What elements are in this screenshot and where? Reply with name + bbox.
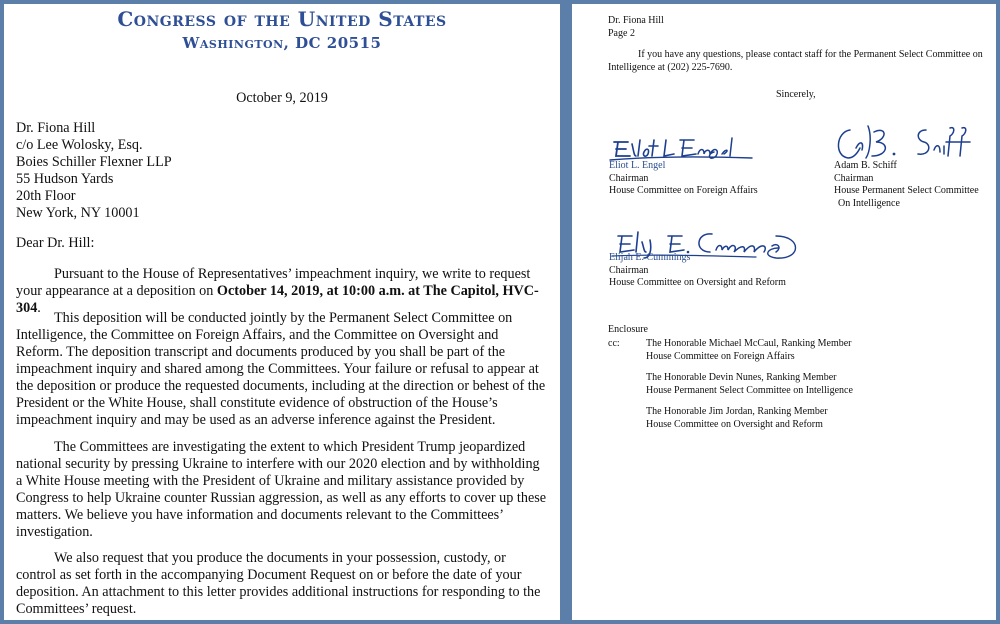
letter-page-2 — [572, 4, 996, 620]
signer-cummings — [609, 252, 786, 290]
paragraph-2: This deposition will be conducted jointly by the Permanent Select Committee on Intelligence, the Committee on Foreign Affairs, and the Committee on Oversight and Reform. The deposition transcript and documents produced by you shall be part of the impeachment inquiry and shared among the Committees. Your failure or refusal to appear at the deposition or produce the requested documents, including at the direction or behest of the President or the White House, shall constitute evidence of obstruction of the House’s impeachment inquiry and may be used as an adverse inference against the President. — [16, 310, 546, 428]
cc-name: The Honorable Michael McCaul, Ranking Member — [646, 338, 852, 349]
cc-committee: House Committee on Oversight and Reform — [646, 419, 823, 430]
address-line: 55 Hudson Yards — [16, 171, 114, 187]
address-line: Boies Schiller Flexner LLP — [16, 154, 172, 170]
letter-date: October 9, 2019 — [236, 90, 328, 106]
cc-name: The Honorable Devin Nunes, Ranking Member — [646, 372, 837, 383]
address-line: 20th Floor — [16, 188, 76, 204]
page-number: Page 2 — [608, 28, 635, 39]
signer-engel — [609, 160, 758, 198]
address-line: Dr. Fiona Hill — [16, 120, 96, 136]
cc-committee: House Permanent Select Committee on Intelligence — [646, 385, 853, 396]
signer-committee-line-2: On Intelligence — [838, 197, 900, 209]
signer-committee: House Permanent Select Committee — [834, 185, 979, 196]
paragraph-1-end: . — [37, 300, 41, 316]
signer-name: Eliot L. Engel — [609, 160, 666, 171]
cc-label: cc: — [608, 338, 620, 349]
paragraph-1-text: Pursuant to the House of Representatives’ impeachment inquiry, we write to request your appearance at a deposition on — [16, 266, 531, 299]
header-recipient: Dr. Fiona Hill — [608, 15, 664, 26]
closing: Sincerely, — [776, 89, 816, 100]
cc-entry — [646, 405, 828, 431]
cc-name: The Honorable Jim Jordan, Ranking Member — [646, 406, 828, 417]
signer-title: Chairman — [609, 172, 649, 184]
deposition-datetime: October 14, 2019, at 10:00 a.m. at The Capitol, HVC-304 — [16, 283, 539, 316]
signer-schiff — [834, 160, 979, 210]
signer-title: Chairman — [609, 264, 649, 276]
letterhead-title: Congress of the United States — [117, 7, 447, 31]
signer-committee: House Committee on Foreign Affairs — [609, 185, 758, 196]
recipient-address — [16, 120, 172, 222]
letter-page-1 — [4, 4, 560, 620]
salutation: Dear Dr. Hill: — [16, 235, 95, 251]
paragraph-3: The Committees are investigating the extent to which President Trump jeopardized national security by pressing Ukraine to interfere with our 2020 election and by withholding a White House meeting with the President of Ukraine and military assistance provided by Congress to help Ukraine counter Russian aggression, as well as any efforts to cover up these matters. We believe you have information and documents relevant to the Committees’ investigation. — [16, 439, 547, 540]
letterhead-subtitle: Washington, DC 20515 — [182, 34, 382, 52]
cc-entry — [646, 371, 853, 397]
signer-title: Chairman — [834, 172, 874, 184]
paragraph-4: We also request that you produce the documents in your possession, custody, or control as set forth in the accompanying Document Request on or before the date of your deposition. An attachment to this letter provides additional instructions for responding to the Committees’ request. — [16, 550, 541, 617]
page-2-header — [608, 14, 664, 40]
cc-committee: House Committee on Foreign Affairs — [646, 351, 795, 362]
address-line: New York, NY 10001 — [16, 205, 140, 221]
cc-entry — [646, 337, 852, 363]
enclosure-label: Enclosure — [608, 324, 648, 335]
signer-name: Adam B. Schiff — [834, 160, 897, 171]
engel-signature — [606, 130, 756, 164]
signer-committee: House Committee on Oversight and Reform — [609, 277, 786, 288]
schiff-signature — [830, 122, 980, 164]
signer-name: Elijah E. Cummings — [609, 252, 691, 263]
address-line: c/o Lee Wolosky, Esq. — [16, 137, 143, 153]
contact-paragraph: If you have any questions, please contact staff for the Permanent Select Committee on Intelligence at (202) 225-7690. — [608, 49, 983, 73]
